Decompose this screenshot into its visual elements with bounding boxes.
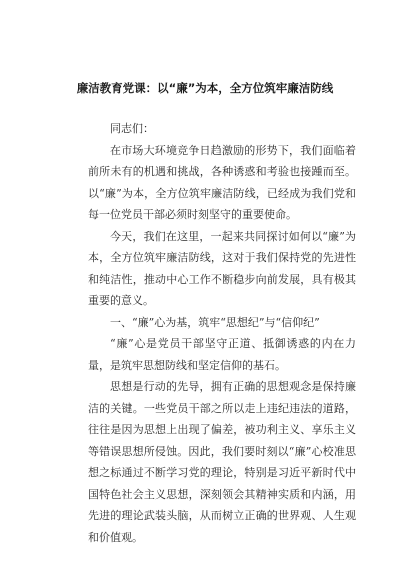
section-heading: 一、“廉”心为基，筑牢“思想纪”与“信仰纪” (110, 315, 320, 329)
paragraph: 在市场大环境竞争日趋激励的形势下，我们面临着前所未有的机遇和挑战，各种诱惑和考验也接踵而至。以“廉”为本，全方位筑牢廉洁防线，已经成为我们党和每一位党员干部必须时刻坚守的重要使命。 (88, 143, 356, 221)
document-body (88, 118, 356, 548)
paragraph: 今天，我们在这里，一起来共同探讨如何以“廉”为本，全方位筑牢廉洁防线，这对于我们保持党的先进性和纯洁性，推动中心工作不断稳步向前发展，具有极其重要的意义。 (88, 229, 356, 307)
paragraph: “廉”心是党员干部坚守正道、抵御诱惑的内在力量，是筑牢思想防线和坚定信仰的基石。 (88, 337, 356, 372)
paragraph: 思想是行动的先导，拥有正确的思想观念是保持廉洁的关键。一些党员干部之所以走上违纪违法的道路，往往是因为思想上出现了偏差，被功利主义、享乐主义等错误思想所侵蚀。因此，我们要时刻以“廉”心校准思想之标通过不断学习党的理论，特别是习近平新时代中国特色社会主义思想，深刻领会其精神实质和内涵，用先进的理论武装头脑，从而树立正确的世界观、人生观和价值观。 (88, 380, 356, 544)
document-title: 廉洁教育党课：以“廉”为本，全方位筑牢廉洁防线 (76, 81, 334, 95)
salutation: 同志们： (110, 122, 154, 135)
